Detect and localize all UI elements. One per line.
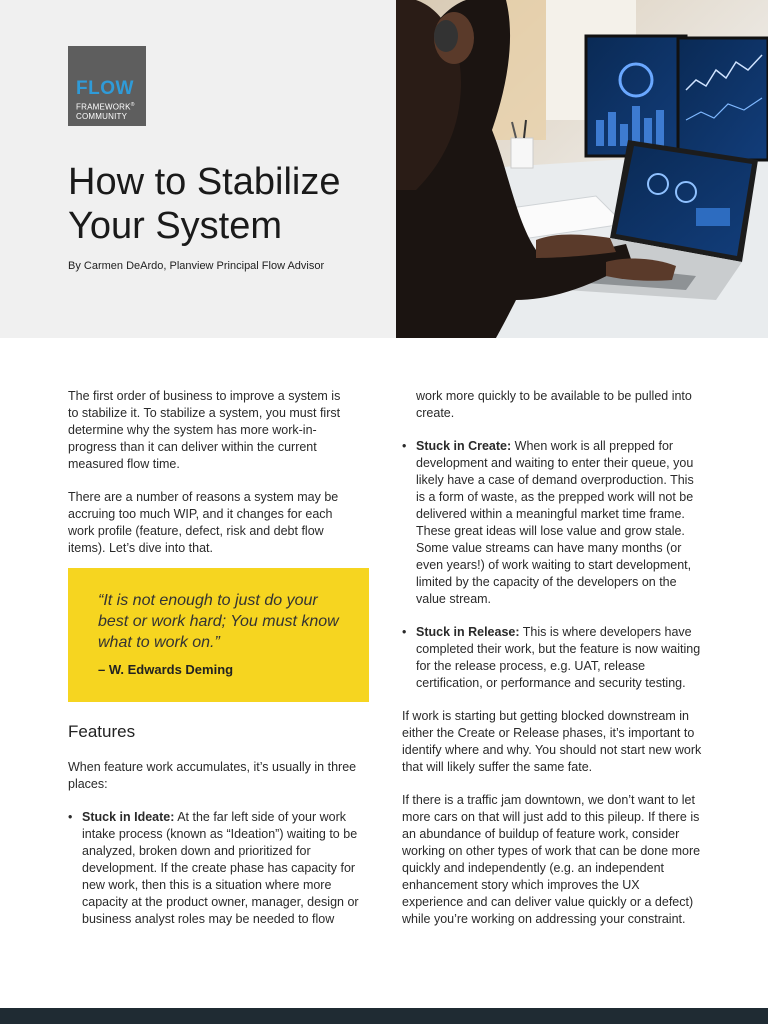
bullet-text: At the far left side of your work intake process (known as “Ideation”) waiting to be analyzed, broken down and prioritized for development. If the create phase has capacity for new work, then this is a situation where more capacity at the product owner, manager, design or business analyst roles may be needed to flow — [82, 810, 359, 926]
intro-paragraph: The first order of business to improve a system is to stabilize it. To stabilize a system, you must first determine why the system has more work-in-progress than it can deliver within the current measured flow time. — [68, 389, 341, 471]
bullet-release — [402, 624, 702, 692]
bullet-label: Stuck in Create: — [416, 439, 512, 453]
page-title: How to Stabilize Your System — [68, 161, 341, 247]
hero-photo — [396, 0, 768, 338]
bullet-create — [402, 438, 702, 608]
bullet-label: Stuck in Release: — [416, 625, 520, 639]
features-body — [68, 759, 364, 928]
features-intro: When feature work accumulates, it’s usually in three places: — [68, 760, 357, 791]
bullet-label: Stuck in Ideate: — [82, 810, 175, 824]
logo-subtext: FRAMEWORK® COMMUNITY — [76, 102, 135, 121]
quote-text: “It is not enough to just do your best or work hard; You must know what to work on.” — [98, 592, 339, 651]
pull-quote — [68, 568, 369, 702]
right-column — [402, 388, 702, 944]
header-band — [0, 0, 768, 338]
logo-word: FLOW — [76, 78, 134, 99]
blocked-paragraph: If work is starting but getting blocked downstream in either the Create or Release phases, it’s important to identify where and why. You should not start new work that will likely suffer the same fate. — [402, 709, 702, 774]
left-column — [68, 388, 344, 573]
features-heading: Features — [68, 722, 136, 741]
traffic-paragraph: If there is a traffic jam downtown, we don’t want to let more cars on that will just add to this pileup. If there is an abundance of buildup of feature work, consider working on other types of work that can be done more quickly and independently (e.g. an independent enhancement story which improves the UX experience and can deliver value quickly or a defect) while you’re working on addressing your constraint. — [402, 793, 701, 926]
byline: By Carmen DeArdo, Planview Principal Flow Advisor — [68, 260, 325, 272]
flow-logo — [68, 46, 146, 126]
quote-author: – W. Edwards Deming — [98, 662, 234, 677]
bullet-text: This is where developers have completed their work, but the feature is now waiting for the release process, e.g. UAT, release certification, or performance and security testing. — [416, 625, 701, 690]
footer-bar — [0, 1008, 768, 1024]
bullet-dot: • — [68, 810, 73, 824]
wip-paragraph: There are a number of reasons a system may be accruing too much WIP, and it changes for each work profile (feature, defect, risk and debt flow items). Let’s dive into that. — [68, 490, 339, 555]
bullet-dot: • — [402, 625, 407, 639]
bullet-dot: • — [402, 439, 407, 453]
bullet-continuation: work more quickly to be available to be pulled into create. — [416, 389, 692, 420]
bullet-ideate — [68, 809, 364, 928]
bullet-text: When work is all prepped for development and waiting to enter their queue, you likely have a case of demand overproduction. This is a form of waste, as the prepped work will not be delivered within a meaningful market time frame. These great ideas will lose value and grow stale. Some value streams can have many months (or even years!) of work waiting to start development, limited by the capacity of the developers on the value stream. — [416, 439, 694, 606]
